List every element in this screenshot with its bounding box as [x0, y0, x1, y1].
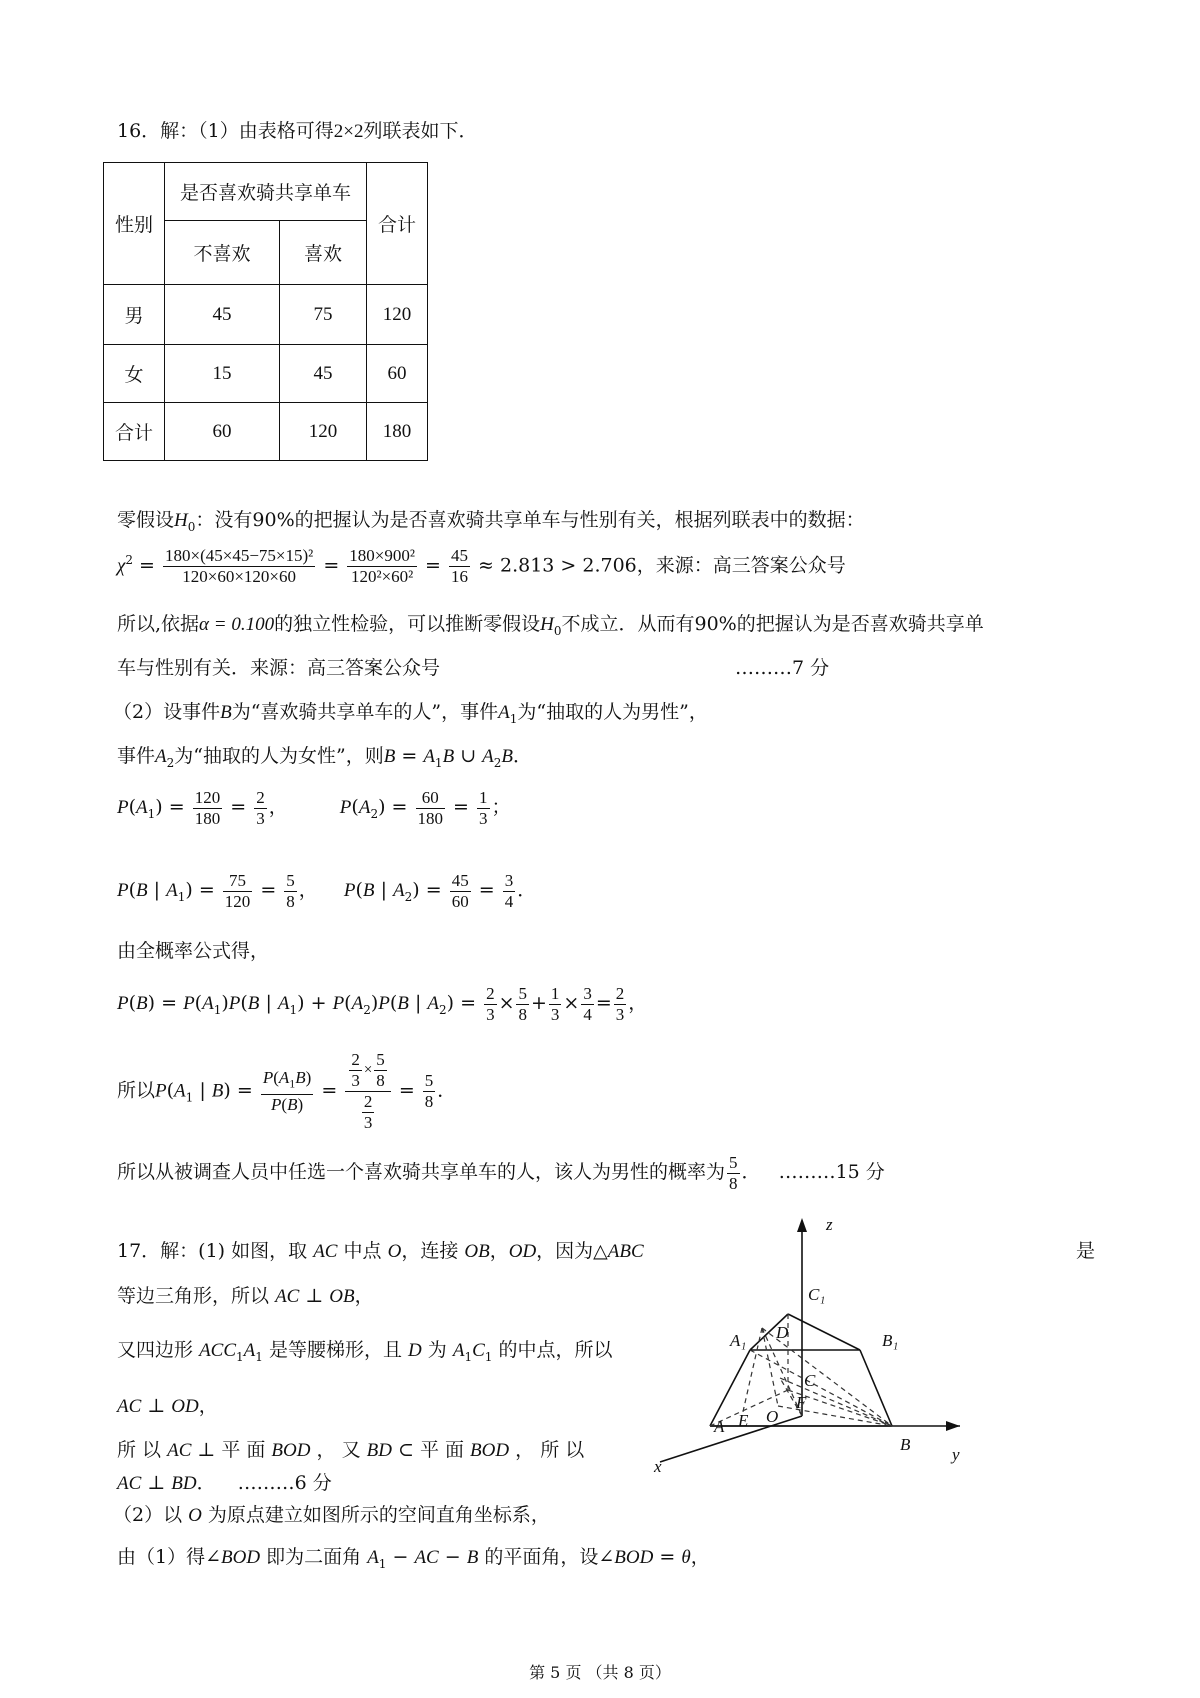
table-row: 女 15 45 60	[104, 345, 428, 403]
label-O: O	[766, 1407, 779, 1426]
x-axis	[660, 1416, 802, 1462]
q17-line-3: 又四边形 $ACC_1A_1$ 是等腰梯形，且 D 为 $A_1C_1$ 的中点，所以	[117, 1339, 613, 1364]
prob-a: $P(A_1)$ = $\frac{120}{180}$ = $\frac{2}{3}$ ， $P(A_2)$ = $\frac{60}{180}$ = $\frac{1}{3}$ ；	[117, 787, 511, 828]
header-total: 合计	[367, 163, 428, 285]
table-row: 合计 60 120 180	[104, 403, 428, 461]
part2-events-2: 事件$A_2$为“抽取的人为女性”，则$B = A_1B$ ∪ $A_2B$．	[117, 745, 533, 770]
header-like: 喜欢	[280, 221, 367, 285]
q17-line-5: 所 以 AC ⊥ 平 面 BOD ， 又 BD ⊂ 平 面 BOD ， 所 以	[117, 1439, 585, 1461]
label-A1: A₁	[730, 1331, 747, 1350]
q17-line-4: AC ⊥ OD，	[117, 1395, 218, 1417]
geometry-figure	[654, 1210, 1100, 1570]
label-E: E	[738, 1411, 749, 1430]
header-group: 是否喜欢骑共享单车	[165, 163, 367, 221]
total-prob-formula: $P(B) = P(A_1)P(B$ | $A_1) + P(A_2)P(B$ | $A_2$) = $\frac{2}{3}$ × $\frac{5}{8}$ + $\frac{1}{3}$ × $\frac{3}{4}$ = $\frac{2}{3}$ ，	[117, 983, 648, 1024]
header-gender: 性别	[104, 163, 165, 285]
q17-line-6: AC ⊥ BD． ………6 分	[117, 1472, 332, 1494]
q16-intro: 16．解：（1）由表格可得2×2列联表如下．	[117, 120, 478, 142]
label-y: y	[952, 1445, 960, 1464]
q17-line-2: 等边三角形，所以 AC ⊥ OB，	[117, 1285, 374, 1307]
label-C1: C₁	[808, 1285, 826, 1304]
total-prob-label: 由全概率公式得，	[117, 940, 270, 962]
label-z: z	[826, 1215, 833, 1234]
label-B: B	[900, 1435, 911, 1454]
prob-b-given-a: P(B | $A_1$) = $\frac{75}{120}$ = $\frac{5}{8}$ ， P(B | $A_2$) = $\frac{45}{60}$ = $\frac{3}{4}$ ．	[117, 870, 537, 911]
page-footer: 第 5 页 （共 8 页）	[529, 1663, 671, 1682]
conclusion-line-2: 车与性别有关．来源：高三答案公众号	[117, 657, 441, 679]
q17-line-1: 17．解：(1) 如图，取 AC 中点 O，连接 OB，OD，因为△ABC	[117, 1240, 644, 1262]
label-A: A	[714, 1417, 725, 1436]
label-x: x	[654, 1457, 662, 1476]
q17-line-7: （2）以 O 为原点建立如图所示的空间直角坐标系，	[113, 1504, 550, 1526]
table-row: 男 45 75 120	[104, 285, 428, 345]
part2-events: （2）设事件B为“喜欢骑共享单车的人”，事件$A_1$为“抽取的人为男性”，	[113, 701, 708, 726]
label-F: F	[796, 1393, 807, 1412]
label-D: D	[776, 1323, 789, 1342]
label-B1: B₁	[882, 1331, 899, 1350]
bayes-formula: 所以$P(A_1$ | B) = $\frac{P(A_1B)}{P(B)}$ = $\frac{2}{3}$ × $\frac{5}{8}$ $\frac{2}{3}$ = $\frac{5}{8}$ ．	[117, 1050, 457, 1132]
score-7: ………7 分	[735, 657, 830, 679]
null-hypothesis: 零假设$H_0$：没有90%的把握认为是否喜欢骑共享单车与性别有关，根据列联表中的数据：	[117, 509, 865, 534]
header-dislike: 不喜欢	[165, 221, 280, 285]
final-answer: 所以从被调查人员中任选一个喜欢骑共享单车的人，该人为男性的概率为 $\frac{5}{8}$ ． ………15 分	[117, 1152, 885, 1193]
q17-shi: 是	[1076, 1240, 1096, 1262]
contingency-table	[103, 162, 428, 461]
conclusion-line: 所以,依据α = 0.100的独立性检验，可以推断零假设$H_0$不成立．从而有90%的把握认为是否喜欢骑共享单	[117, 613, 984, 638]
chi-square-formula: $\chi^2$ = $\frac{\text{180×(45×45−75×15)²}}{120\times 60\times 120\times 60}$ = $\frac{\text{180×900²}}{\text{120²×60²}}$ = $\frac{45}{16}$ ≈ 2.813 > 2.706，来源：高三答案公众号	[117, 545, 846, 586]
label-C: C	[804, 1371, 816, 1390]
q17-line-8: 由（1）得∠BOD 即为二面角 $A_1$ − AC − B 的平面角，设∠BOD = θ，	[117, 1546, 710, 1571]
